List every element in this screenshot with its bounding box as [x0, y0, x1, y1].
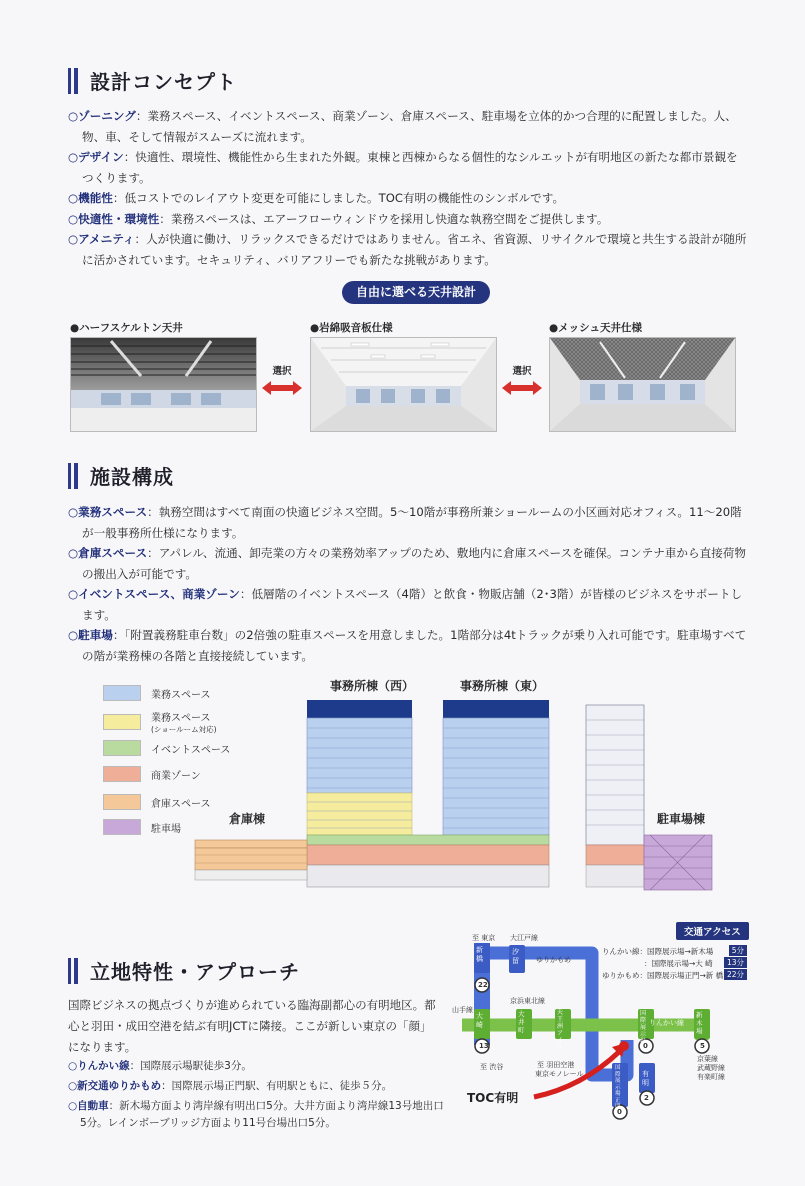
station-label: 国際展示場: [640, 1010, 647, 1045]
legend-item: 商業ゾーン: [103, 766, 201, 782]
design-item: ○快適性・環境性：業務スペースは、エアーフローウィンドウを採用し快適な執務空間をご提供します。: [68, 211, 609, 226]
legend-item: 業務スペース: [103, 685, 211, 701]
design-list: [68, 106, 748, 270]
badge-number: 0: [643, 1042, 648, 1050]
design-item: ○ゾーニング：業務スペース、イベントスペース、商業ゾーン、倉庫スペース、駐車場を立体的かつ合理的に配置しました。人、物、車、そして情報がスムーズに流れます。: [68, 109, 737, 144]
facility-item: ○駐車場：「附置義務駐車台数」の2倍強の駐車スペースを用意しました。1階部分は4tトラックが乗り入れ可能です。駐車場すべての階が業務棟の各階と直接接続しています。: [68, 628, 747, 663]
ceiling-image-rockwool: [310, 337, 497, 432]
access-item: ○新交通ゆりかもめ：国際展示場正門駅、有明駅ともに、徒歩５分。: [68, 1080, 393, 1092]
station-label: 新木場: [696, 1011, 703, 1035]
facility-title-text: 施設構成: [90, 465, 174, 489]
station-label: 京浜東北線: [510, 997, 545, 1005]
ceiling-image-mesh: [549, 337, 736, 432]
facility-item: ○イベントスペース、商業ゾーン：低層階のイベントスペース（4階）と飲食・物販店舗（2･3階）が皆様のビジネスをサポートします。: [68, 587, 743, 622]
station-label: 天王洲アイル: [557, 1009, 564, 1051]
badge-number: 2: [644, 1094, 649, 1102]
badge-number: 0: [617, 1108, 622, 1116]
badge-number: 22: [478, 981, 488, 989]
badge-number: 5: [700, 1042, 705, 1050]
legend-swatch: [103, 819, 141, 835]
legend-item: 倉庫スペース: [103, 794, 211, 810]
design-title-text: 設計コンセプト: [90, 70, 237, 94]
access-section-title: [68, 956, 300, 985]
building-label-parking: 駐車場棟: [657, 812, 706, 826]
legend-swatch: [103, 685, 141, 701]
facility-section-title: [68, 461, 174, 490]
ceiling-image-half-skeleton: [70, 337, 257, 432]
legend-swatch: [103, 740, 141, 756]
legend-swatch: [103, 794, 141, 810]
transit-row: ゆりかもめ：国際展示場正門→新 橋 22分: [602, 970, 747, 981]
line-label: りんかい線: [649, 1019, 684, 1027]
building-label-east: 事務所棟（東）: [460, 679, 545, 693]
station-label: 東京モノレール: [535, 1070, 584, 1078]
station-label: 山手線: [452, 1006, 473, 1014]
station-label: 大崎: [476, 1012, 483, 1029]
ceiling-option-label: ●岩綿吸音板仕様: [310, 322, 393, 334]
select-arrow-2: 選択: [502, 363, 542, 395]
station-label: 至 東京: [472, 934, 496, 942]
transit-row: りんかい線：国際展示場→新木場 5分: [602, 946, 747, 957]
access-intro: 国際ビジネスの拠点づくりが進められている臨海副都心の有明地区。都心と羽田・成田空港を結ぶ有明JCTに隣接。ここが新しい東京の「顔」になります。: [68, 998, 436, 1054]
toc-ariake-label: TOC有明: [467, 1091, 519, 1105]
line-label: 武蔵野線: [697, 1064, 725, 1072]
transit-row: ：国際展示場→大 崎 13分: [602, 958, 747, 969]
design-section-title: [68, 66, 237, 95]
station-label: 大井町: [518, 1010, 525, 1034]
ceiling-title-pill: 自由に選べる天井設計: [342, 281, 490, 304]
ceiling-option-label: ●メッシュ天井仕様: [549, 322, 642, 334]
title-bars-icon: [68, 958, 78, 984]
station-label: 大江戸線: [510, 934, 538, 942]
building-label-warehouse: 倉庫棟: [229, 812, 266, 826]
access-item: ○りんかい線：国際展示場駅徒歩3分。: [68, 1060, 252, 1072]
design-item: ○アメニティ：人が快適に働け、リラックスできるだけではありません。省エネ、省資源、リサイクルで環境と共生する設計が随所に活かされています。セキュリティ、バリアフリーでも新たな挑戦があります。: [68, 232, 747, 267]
station-label: 至 渋谷: [480, 1063, 504, 1071]
double-arrow-icon: [262, 381, 302, 395]
design-item: ○機能性：低コストでのレイアウト変更を可能にしました。TOC有明の機能性のシンボルです。: [68, 191, 565, 205]
building-label-west: 事務所棟（西）: [330, 679, 415, 693]
facility-item: ○倉庫スペース：アパレル、流通、卸売業の方々の業務効率アップのため、敷地内に倉庫スペースを確保。コンテナ車から直接荷物の搬出入が可能です。: [68, 546, 746, 581]
facility-list: [68, 502, 748, 666]
building-diagram: [190, 695, 720, 895]
title-bars-icon: [68, 463, 78, 489]
line-label: 京葉線: [697, 1055, 718, 1063]
access-list: [68, 1058, 448, 1132]
legend-item: 業務スペース (ショールーム対応): [103, 709, 217, 735]
select-arrow-1: 選択: [262, 363, 302, 395]
legend-item: イベントスペース: [103, 740, 230, 756]
transit-title: 交通アクセス: [676, 922, 749, 940]
legend-swatch: [103, 766, 141, 782]
title-bars-icon: [68, 68, 78, 94]
legend-item: 駐車場: [103, 819, 181, 835]
badge-number: 13: [479, 1042, 489, 1050]
station-label: ゆりかもめ: [536, 956, 571, 964]
station-label: 至 羽田空港: [537, 1061, 575, 1069]
legend-swatch: [103, 714, 141, 730]
line-label: 有楽町線: [697, 1073, 725, 1081]
station-label: 有明: [642, 1070, 649, 1087]
facility-item: ○業務スペース：執務空間はすべて南面の快適ビジネス空間。5〜10階が事務所兼ショールームの小区画対応オフィス。11〜20階が一般事務所仕様になります。: [68, 505, 742, 540]
station-label: 国際展示場正門: [615, 1065, 621, 1110]
ceiling-option-label: ●ハーフスケルトン天井: [70, 322, 183, 334]
design-item: ○デザイン：快適性、環境性、機能性から生まれた外観。東棟と西棟からなる個性的なシルエットが有明地区の新たな都市景観をつくります。: [68, 150, 738, 185]
station-label: 新橋: [476, 946, 483, 963]
double-arrow-icon: [502, 381, 542, 395]
station-label: 汐留: [512, 948, 519, 965]
access-title-text: 立地特性・アプローチ: [90, 960, 300, 984]
access-item: ○自動車：新木場方面より湾岸線有明出口5分。大井方面より湾岸線13号地出口5分。レインボーブリッジ方面より11号台場出口5分。: [68, 1100, 444, 1129]
